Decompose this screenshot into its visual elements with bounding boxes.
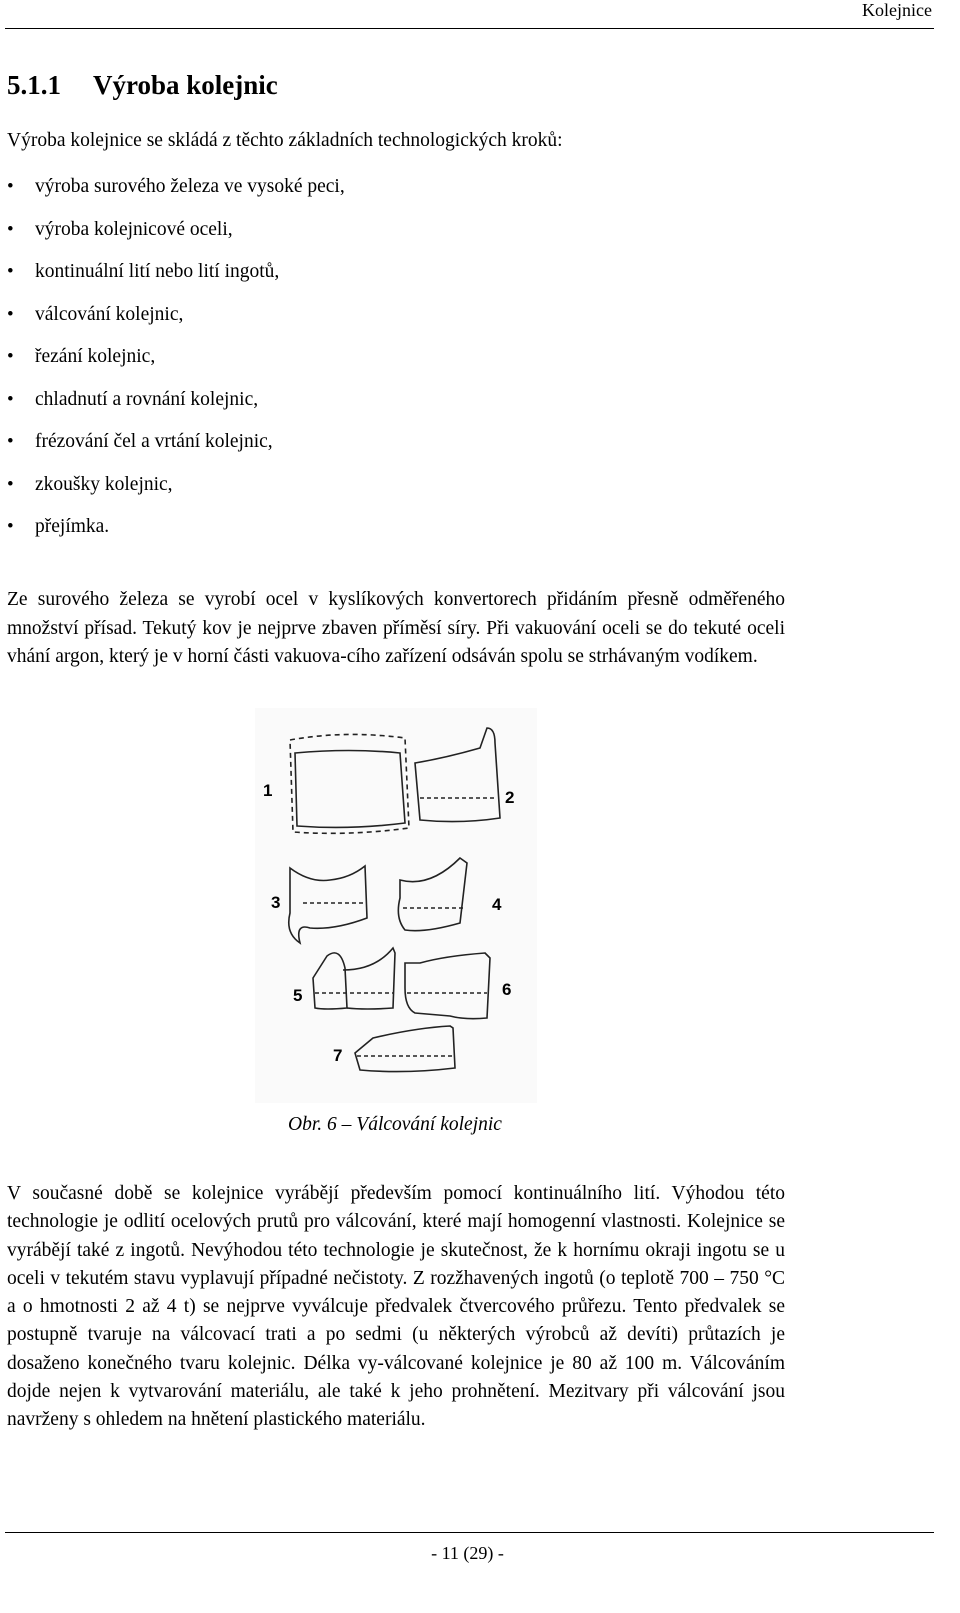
paragraph-rail-rolling: V současné době se kolejnice vyrábějí především pomocí kontinuálního lití. Výhodou této technologie je odlití ocelových prutů pro válcování, které mají homogenní vlastnosti. Kolejnice se vyrábějí také z ingotů. Nevýhodou této technologie je skutečnost, že k hornímu okraji ingotu se u oceli v tekutém stavu vyplavují případné nečistoty. Z rozžhavených ingotů (o teplotě 700 – 750 °C a o hmotnosti 2 až 4 t) se nejprve vyválcuje předvalek čtvercového průřezu. Tento předvalek se postupně tvaruje na válcovací trati a po sedmi (u některých výrobců až devíti) průtazích je dosaženo konečného tvaru kolejnic. Délka vy-válcované kolejnice je 80 až 100 m. Válcováním dojde nejen k vytvarování materiálu, ale také k jeho prohnětení. Mezitvary při válcování jsou navrženy s ohledem na hnětení plastického materiálu.	[7, 1183, 785, 1431]
list-item: • chladnutí a rovnání kolejnic,	[7, 383, 345, 426]
intro-text: Výroba kolejnice se skládá z těchto základních technologických kroků:	[7, 130, 563, 151]
section-title: Výroba kolejnic	[93, 70, 278, 100]
list-item: • frézování čel a vrtání kolejnic,	[7, 425, 345, 468]
figure-label: 7	[333, 1046, 343, 1065]
figure-label: 4	[492, 895, 502, 914]
list-item: • zkoušky kolejnic,	[7, 468, 345, 511]
bullet-icon: •	[7, 431, 14, 452]
footer-rule	[5, 1532, 934, 1533]
figure-label: 6	[502, 980, 512, 999]
bullet-icon: •	[7, 388, 14, 410]
list-item: • výroba surového železa ve vysoké peci,	[7, 170, 345, 213]
rail-rolling-diagram	[255, 708, 537, 1103]
figure-label: 3	[271, 893, 281, 912]
bullet-icon: •	[7, 346, 14, 367]
bullet-icon: •	[7, 516, 14, 537]
figure-label: 5	[293, 986, 303, 1005]
list-item: • řezání kolejnic,	[7, 340, 345, 383]
figure-caption: Obr. 6 – Válcování kolejnic	[288, 1114, 502, 1135]
list-item: • přejímka.	[7, 510, 345, 553]
figure-label: 2	[505, 788, 515, 807]
production-steps-list	[7, 170, 345, 553]
list-item: • výroba kolejnicové oceli,	[7, 213, 345, 256]
paragraph-steel-production: Ze surového železa se vyrobí ocel v kyslíkových konvertorech přidáním přesně odměřeného množství přísad. Tekutý kov je nejprve zbaven příměsí síry. Při vakuování oceli se do tekuté oceli vhání argon, který je v horní části vakuova-cího zařízení odsáván spolu se strhávaným vodíkem.	[7, 589, 785, 668]
rail-rolling-figure	[255, 708, 537, 1103]
bullet-icon: •	[7, 261, 14, 282]
list-item: • kontinuální lití nebo lití ingotů,	[7, 255, 345, 298]
running-header: Kolejnice	[862, 0, 932, 20]
list-item: • válcování kolejnic,	[7, 298, 345, 341]
section-number: 5.1.1	[7, 70, 61, 100]
section-heading	[7, 70, 278, 101]
bullet-icon: •	[7, 176, 14, 197]
bullet-icon: •	[7, 473, 14, 495]
page-number: - 11 (29) -	[431, 1543, 504, 1563]
figure-label: 1	[263, 781, 273, 800]
bullet-icon: •	[7, 303, 14, 325]
bullet-icon: •	[7, 218, 14, 240]
header-rule	[5, 28, 934, 29]
